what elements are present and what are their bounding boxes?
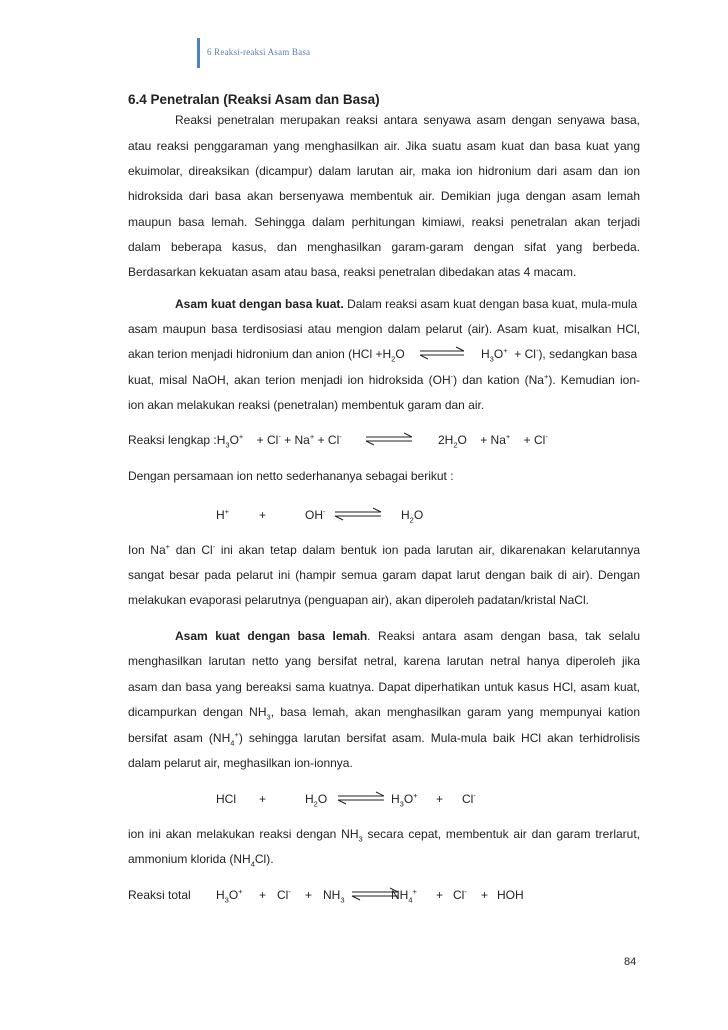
plus-sign: + [436, 888, 444, 902]
text: NH [323, 888, 341, 902]
text: H [305, 792, 314, 806]
subscript: 3 [340, 895, 345, 905]
text: + Cl [514, 347, 536, 361]
superscript: + [412, 887, 417, 896]
text: bersifat asam (NH [128, 731, 231, 745]
text: Cl [462, 792, 474, 806]
text: . Reaksi antara asam dengan basa, tak selalu [367, 629, 640, 643]
equation-fragment [462, 791, 476, 807]
page-number: 84 [624, 956, 637, 968]
text: ) sehingga larutan bersifat asam. Mula-mula baik HCl akan terhidrolisis [238, 731, 640, 745]
text: 2H [438, 433, 454, 447]
subscript: 3 [489, 354, 494, 364]
superscript: - [473, 791, 476, 800]
paragraph-line [128, 542, 640, 558]
paragraph-line [128, 704, 640, 720]
text: H [216, 888, 225, 902]
equation-fragment [323, 887, 345, 903]
text: ) dan kation (Na [453, 373, 544, 387]
paragraph-line: melakukan evaporasi pelarutnya (penguapan air), akan diperoleh padatan/kristal NaCl. [128, 593, 589, 607]
superscript: + [309, 432, 315, 441]
superscript: + [165, 542, 171, 551]
superscript: + [238, 432, 244, 441]
text: Reaksi lengkap :H [128, 433, 226, 447]
subscript: 3 [225, 440, 230, 450]
equation-complete-reaction [128, 432, 342, 448]
paragraph-line: menghasilkan larutan netto yang bersifat netral, karena larutan netral hanya diperoleh jika [128, 654, 640, 668]
equation-hoh: HOH [497, 888, 524, 902]
paragraph-line [175, 296, 640, 312]
paragraph-line: ekuimolar, direaksikan (dicampur) dalam larutan air, maka ion hidronium dari asam dan ion [128, 164, 640, 178]
paragraph-line: asam dan basa yang bereaksi sama kuatnya. Dapat diperhatikan untuk kasus HCl, asam kuat, [128, 680, 640, 694]
paragraph-line [128, 730, 640, 746]
text: H [401, 508, 410, 522]
equation-fragment [391, 887, 417, 903]
plus-sign: + [305, 888, 313, 902]
superscript: - [323, 507, 326, 516]
equation-net-ionic [216, 507, 229, 523]
equation-fragment [438, 432, 548, 448]
superscript: - [212, 542, 216, 551]
paragraph-line: maupun basa lemah. Sehingga dalam perhitungan kimiawi, reaksi penetralan akan terjadi [128, 215, 640, 229]
superscript: - [278, 432, 281, 441]
paragraph-line [128, 372, 640, 388]
text: O [457, 433, 467, 447]
text: H [391, 792, 400, 806]
text: + Cl [317, 433, 340, 447]
equilibrium-arrow [364, 432, 414, 446]
paragraph-line: sangat besar pada pelarut ini (hampir semua garam dapat larut dengan baik di air). Dengan [128, 568, 640, 582]
paragraph-line: Reaksi penetralan merupakan reaksi antara senyawa asam dengan senyawa basa, [175, 113, 640, 127]
equilibrium-arrow [418, 346, 466, 360]
paragraph-line [128, 826, 640, 842]
text: O [493, 347, 504, 361]
plus-sign: + [436, 792, 444, 806]
subscript: 4 [250, 859, 255, 869]
superscript: + [503, 346, 508, 355]
text: O [317, 792, 328, 806]
text: H [216, 508, 225, 522]
text: ). Kemudian ion- [548, 373, 640, 387]
paragraph-line [175, 628, 640, 644]
subscript: 2 [453, 440, 458, 450]
text: H [481, 347, 490, 361]
paragraph-line [128, 851, 640, 867]
text: Ion Na [128, 543, 166, 557]
equation-fragment [277, 887, 291, 903]
equation-total-label: Reaksi total [128, 888, 191, 902]
paragraph-line: Dengan persamaan ion netto sederhananya sebagai berikut : [128, 469, 454, 483]
text: secara cepat, membentuk air dan garam trerlarut, [362, 827, 640, 841]
text: + Na [480, 433, 506, 447]
superscript: - [545, 432, 548, 441]
text: NH [391, 888, 409, 902]
equation-fragment [216, 887, 243, 903]
superscript: + [505, 432, 511, 441]
paragraph-line: dalam pelarut air, meghasilkan ion-ionnya. [128, 756, 353, 770]
text: ini akan tetap dalam bentuk ion pada larutan air, dikarenakan kelarutannya [220, 543, 641, 557]
text: O [229, 433, 239, 447]
superscript: - [450, 372, 454, 381]
subscript: 3 [358, 834, 363, 844]
superscript: + [238, 887, 243, 896]
subheading-strong: Asam kuat dengan basa lemah [175, 629, 368, 643]
text: ), sedangkan basa [538, 347, 638, 361]
equation-fragment [305, 791, 327, 807]
equilibrium-arrow [333, 507, 383, 521]
superscript: + [413, 791, 418, 800]
paragraph-line: Berdasarkan kekuatan asam atau basa, reaksi penetralan dibedakan atas 4 macam. [128, 265, 577, 279]
text: ammonium klorida (NH [128, 852, 251, 866]
text: Dalam reaksi asam kuat dengan basa kuat, mula-mula [343, 297, 638, 311]
running-header: 6 Reaksi-reaksi Asam Basa [207, 47, 311, 57]
text: O [395, 347, 405, 361]
superscript: - [288, 887, 291, 896]
text: Cl [453, 888, 465, 902]
paragraph-line: atau reaksi penggaraman yang menghasilkan air. Jika suatu asam kuat dan basa kuat yang [128, 139, 640, 153]
subscript: 3 [266, 712, 271, 722]
superscript: - [464, 887, 467, 896]
text: + Cl [523, 433, 546, 447]
superscript: - [535, 346, 539, 355]
subscript: 4 [230, 738, 235, 748]
superscript: + [234, 730, 239, 739]
equation-fragment [401, 507, 423, 523]
text: O [403, 792, 414, 806]
subscript: 3 [399, 799, 404, 809]
equation-fragment [453, 887, 467, 903]
text: Cl). [254, 852, 274, 866]
text: , basa lemah, akan menghasilkan garam yang mempunyai kation [270, 705, 640, 719]
subscript: 2 [409, 515, 414, 525]
header-accent-bar [197, 38, 200, 68]
superscript: + [543, 372, 549, 381]
plus-sign: + [259, 508, 267, 522]
paragraph-line: hidroksida dari basa akan bersenyawa membentuk air. Demikian juga dengan asam lemah [128, 189, 640, 203]
paragraph-line: asam maupun basa terdisosiasi atau mengion dalam pelarut (air). Asam kuat, misalkan HCl, [128, 322, 640, 336]
section-title: 6.4 Penetralan (Reaksi Asam dan Basa) [128, 92, 380, 107]
text: OH [305, 508, 323, 522]
subscript: 4 [408, 895, 413, 905]
superscript: - [339, 432, 342, 441]
plus-sign: + [481, 888, 489, 902]
plus-sign: + [259, 792, 267, 806]
equation-fragment [305, 507, 326, 523]
text: dicampurkan dengan NH [128, 705, 267, 719]
superscript: + [224, 507, 230, 516]
text: O [228, 888, 239, 902]
subscript: 2 [391, 354, 396, 364]
plus-sign: + [259, 888, 267, 902]
equilibrium-arrow [336, 791, 386, 805]
equation-fragment [481, 346, 637, 362]
text: ion ini akan melakukan reaksi dengan NH [128, 827, 359, 841]
text: akan terion menjadi hidronium dan anion (HCl +H [128, 347, 392, 361]
subheading-strong-strong: Asam kuat dengan basa kuat. [175, 297, 344, 311]
text: + Cl [256, 433, 279, 447]
text: kuat, misal NaOH, akan terion menjadi ion hidroksida (OH [128, 373, 451, 387]
subscript: 2 [313, 799, 318, 809]
text: O [413, 508, 424, 522]
text: dan Cl [175, 543, 213, 557]
paragraph-line: dalam beberapa kasus, dan menghasilkan garam-garam dengan sifat yang berbeda. [128, 240, 640, 254]
subscript: 3 [224, 895, 229, 905]
equation-hcl: HCl [216, 792, 236, 806]
text: Cl [277, 888, 289, 902]
paragraph-line: ion akan melakukan reaksi (penetralan) membentuk garam dan air. [128, 398, 485, 412]
text: + Na [284, 433, 310, 447]
equation-fragment [391, 791, 418, 807]
